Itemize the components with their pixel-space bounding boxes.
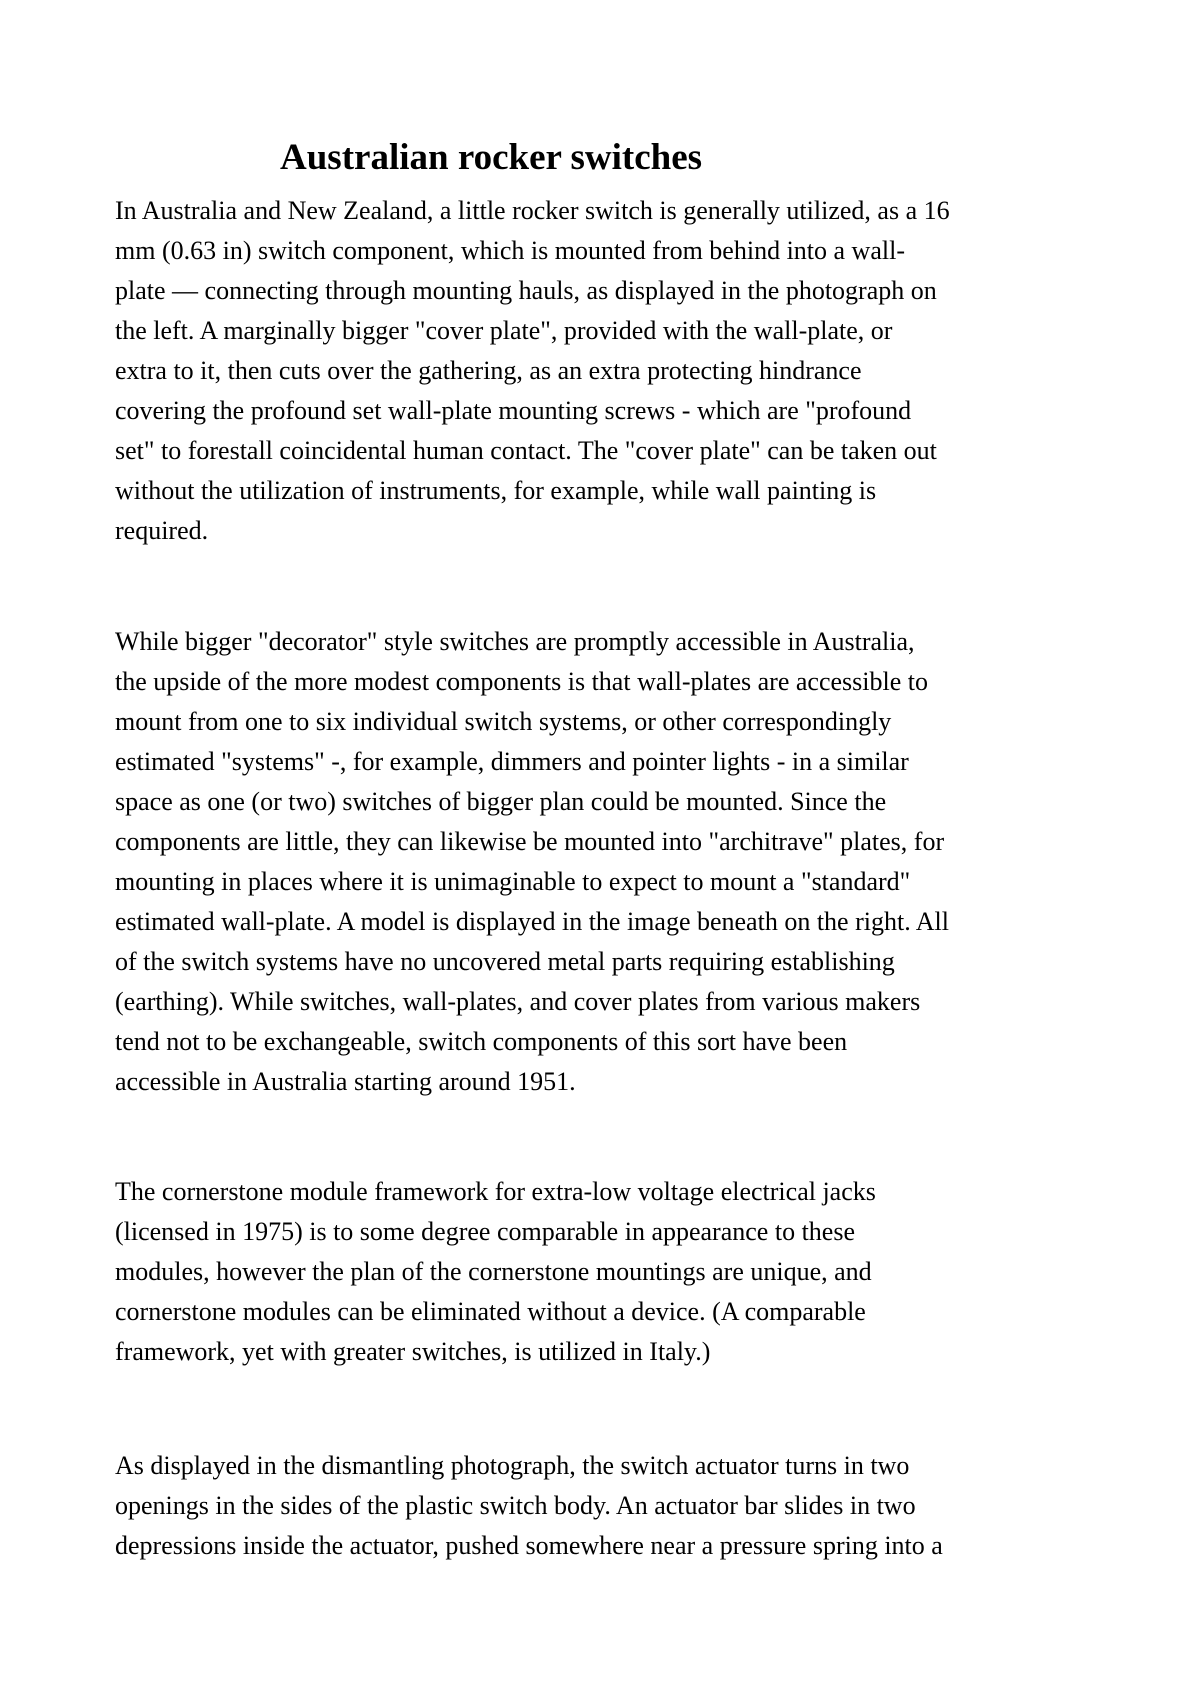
text-line: accessible in Australia starting around 1951.: [115, 1067, 576, 1096]
text-line: required.: [115, 516, 209, 545]
text-line: the left. A marginally bigger "cover plate", provided with the wall-plate, or: [115, 316, 893, 345]
text-line: components are little, they can likewise be mounted into "architrave" plates, for: [115, 827, 945, 856]
paragraph-4: [115, 1446, 1105, 1566]
text-line: (earthing). While switches, wall-plates, and cover plates from various makers: [115, 987, 921, 1016]
text-line: The cornerstone module framework for extra-low voltage electrical jacks: [115, 1177, 876, 1206]
text-line: estimated wall-plate. A model is displayed in the image beneath on the right. All: [115, 907, 949, 936]
text-line: While bigger "decorator" style switches are promptly accessible in Australia,: [115, 627, 915, 656]
text-line: of the switch systems have no uncovered metal parts requiring establishing: [115, 947, 895, 976]
text-line: depressions inside the actuator, pushed somewhere near a pressure spring into a: [115, 1531, 943, 1560]
text-line: cornerstone modules can be eliminated without a device. (A comparable: [115, 1297, 866, 1326]
text-line: tend not to be exchangeable, switch components of this sort have been: [115, 1027, 848, 1056]
text-line: As displayed in the dismantling photograph, the switch actuator turns in two: [115, 1451, 910, 1480]
paragraph-1: [115, 191, 1105, 551]
text-line: mount from one to six individual switch systems, or other correspondingly: [115, 707, 892, 736]
text-line: extra to it, then cuts over the gathering, as an extra protecting hindrance: [115, 356, 862, 385]
text-line: mm (0.63 in) switch component, which is mounted from behind into a wall-: [115, 236, 905, 265]
text-line: (licensed in 1975) is to some degree comparable in appearance to these: [115, 1217, 855, 1246]
text-line: In Australia and New Zealand, a little rocker switch is generally utilized, as a 16: [115, 196, 950, 225]
document-title: Australian rocker switches: [280, 137, 703, 178]
text-line: set" to forestall coincidental human contact. The "cover plate" can be taken out: [115, 436, 937, 465]
text-line: mounting in places where it is unimaginable to expect to mount a "standard": [115, 867, 911, 896]
text-line: without the utilization of instruments, for example, while wall painting is: [115, 476, 877, 505]
paragraph-3: [115, 1172, 1105, 1372]
text-line: space as one (or two) switches of bigger plan could be mounted. Since the: [115, 787, 887, 816]
text-line: the upside of the more modest components is that wall-plates are accessible to: [115, 667, 928, 696]
text-line: covering the profound set wall-plate mounting screws - which are "profound: [115, 396, 912, 425]
text-line: framework, yet with greater switches, is utilized in Italy.): [115, 1337, 711, 1366]
text-line: plate — connecting through mounting hauls, as displayed in the photograph on: [115, 276, 937, 305]
paragraph-2: [115, 622, 1105, 1102]
text-line: modules, however the plan of the cornerstone mountings are unique, and: [115, 1257, 872, 1286]
text-line: estimated "systems" -, for example, dimmers and pointer lights - in a similar: [115, 747, 909, 776]
text-line: openings in the sides of the plastic switch body. An actuator bar slides in two: [115, 1491, 916, 1520]
